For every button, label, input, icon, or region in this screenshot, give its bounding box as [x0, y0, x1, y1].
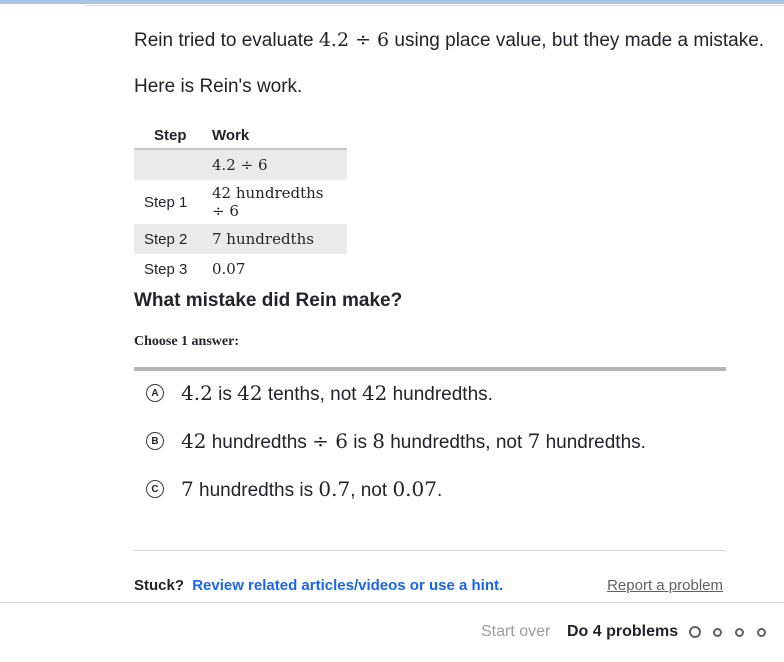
choice-word: is — [347, 431, 373, 453]
header-step: Step — [134, 123, 202, 149]
work-table — [134, 123, 347, 284]
top-divider — [86, 5, 784, 6]
choice-a[interactable] — [146, 378, 493, 408]
work-intro: Here is Rein's work. — [134, 76, 303, 97]
choice-letter-c: C — [146, 480, 164, 498]
prompt-text-after: using place value, but they made a mistake. — [389, 30, 765, 51]
header-work: Work — [202, 123, 347, 149]
prompt-text-before: Rein tried to evaluate — [134, 30, 319, 51]
choice-word: hundredths. — [387, 383, 493, 405]
help-divider — [134, 550, 726, 551]
step-cell: Step 1 — [144, 193, 188, 211]
progress-dot-icon — [735, 628, 744, 637]
top-progress-bar — [0, 0, 784, 4]
hint-link[interactable]: Review related articles/videos or use a hint. — [192, 577, 504, 594]
do-problems-button[interactable]: Do 4 problems — [567, 623, 679, 640]
progress-dot-icon — [689, 626, 701, 638]
table-row — [134, 180, 347, 224]
problem-prompt — [134, 29, 764, 52]
choice-math: 0.07 — [392, 476, 437, 501]
choice-math: 7 — [527, 428, 541, 453]
progress-dot-icon — [757, 628, 766, 637]
choices-divider — [134, 367, 726, 371]
choose-label: Choose 1 answer: — [134, 334, 239, 349]
choice-word: . — [436, 479, 443, 501]
table-row — [134, 149, 347, 180]
choice-math: 42 — [361, 380, 388, 405]
choice-math: 8 — [372, 428, 385, 453]
choice-text-b — [181, 429, 646, 454]
choice-word: is — [212, 383, 238, 405]
choice-math: 4.2 — [181, 380, 213, 405]
start-over-button[interactable]: Start over — [481, 623, 551, 640]
footer-divider — [0, 602, 784, 603]
choice-math: 42 — [181, 428, 207, 453]
choice-word: hundredths, not — [384, 431, 528, 453]
choice-c[interactable] — [146, 474, 442, 504]
choice-math: 0.7 — [318, 476, 351, 501]
step-cell: Step 2 — [134, 224, 202, 254]
choice-letter-a: A — [146, 384, 164, 402]
table-row — [134, 224, 347, 254]
progress-dot-icon — [713, 628, 722, 637]
choice-letter-b: B — [146, 432, 164, 450]
choice-word: tenths, not — [262, 383, 362, 405]
report-problem-link[interactable]: Report a problem — [607, 577, 723, 594]
work-cell: 7 hundredths — [202, 224, 347, 254]
question-heading: What mistake did Rein make? — [134, 290, 403, 311]
choice-word: hundredths — [206, 431, 313, 453]
stuck-help — [134, 577, 503, 594]
step-cell — [134, 149, 202, 180]
prompt-expression: 4.2 ÷ 6 — [318, 29, 390, 51]
choice-math: ÷ 6 — [312, 428, 348, 453]
stuck-label: Stuck? — [134, 577, 185, 594]
table-row — [134, 254, 347, 284]
choice-math: 7 — [181, 476, 194, 501]
work-cell: 0.07 — [212, 260, 246, 278]
choice-text-c — [181, 477, 442, 502]
choice-word: , not — [350, 479, 393, 501]
problem-progress-dots — [689, 626, 779, 638]
step-cell: Step 3 — [144, 260, 188, 278]
work-table-header — [134, 123, 347, 149]
work-cell: 42 hundredths ÷ 6 — [212, 184, 324, 220]
work-cell: 4.2 ÷ 6 — [202, 149, 347, 180]
choice-b[interactable] — [146, 426, 646, 456]
choice-math: 42 — [237, 380, 263, 405]
choice-word: hundredths. — [540, 431, 646, 453]
choice-word: hundredths is — [193, 479, 319, 501]
choice-text-a — [181, 381, 493, 406]
